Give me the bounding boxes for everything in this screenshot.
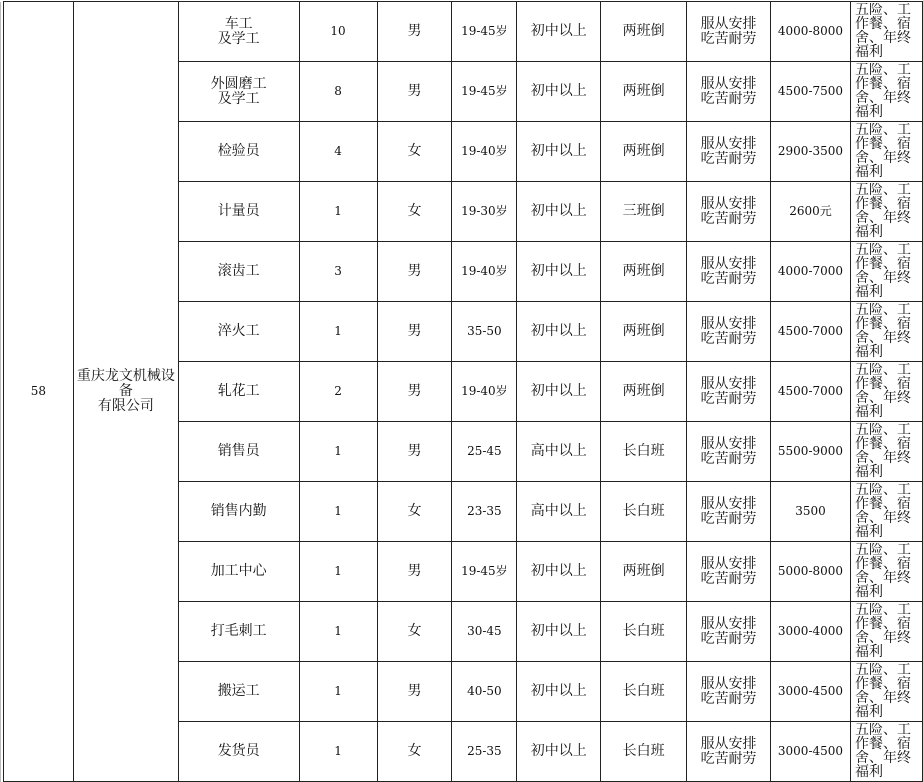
benefits-cell — [850, 542, 922, 602]
count-text: 1 — [334, 444, 342, 458]
position-text: 滚齿工 — [217, 263, 260, 279]
position-text: 销售员 — [217, 443, 260, 459]
requirement-cell — [687, 482, 771, 542]
requirement-cell — [687, 2, 771, 62]
education-text: 初中以上 — [530, 23, 587, 39]
count-cell — [299, 242, 377, 302]
requirement-cell — [687, 362, 771, 422]
benefits-cell — [850, 602, 922, 662]
benefits-text: 五险、工 作餐、宿 舍、年终 福利 — [854, 243, 911, 300]
serial-number-cell — [3, 2, 73, 782]
gender-cell — [377, 242, 452, 302]
requirement-text: 服从安排 吃苦耐劳 — [700, 735, 757, 767]
count-cell — [299, 422, 377, 482]
count-text: 1 — [334, 504, 342, 518]
position-cell — [178, 62, 299, 122]
salary-cell — [771, 722, 851, 782]
requirement-text: 服从安排 吃苦耐劳 — [700, 555, 757, 587]
position-text: 打毛刺工 — [210, 623, 267, 639]
position-text: 轧花工 — [217, 383, 260, 399]
education-cell — [517, 482, 601, 542]
salary-text: 2600元 — [789, 204, 832, 218]
benefits-cell — [850, 182, 922, 242]
shift-cell — [601, 662, 687, 722]
requirement-cell — [687, 662, 771, 722]
benefits-cell — [850, 362, 922, 422]
benefits-cell — [850, 722, 922, 782]
age-text: 40-50 — [467, 684, 502, 698]
count-cell — [299, 482, 377, 542]
salary-cell — [771, 122, 851, 182]
position-cell — [178, 482, 299, 542]
education-text: 初中以上 — [530, 323, 587, 339]
count-text: 1 — [334, 204, 342, 218]
requirement-text: 服从安排 吃苦耐劳 — [700, 315, 757, 347]
benefits-cell — [850, 302, 922, 362]
age-cell — [452, 362, 517, 422]
education-text: 初中以上 — [530, 203, 587, 219]
position-text: 销售内勤 — [210, 503, 267, 519]
position-text: 计量员 — [217, 203, 260, 219]
count-cell — [299, 362, 377, 422]
shift-cell — [601, 242, 687, 302]
gender-text: 女 — [407, 503, 422, 519]
gender-cell — [377, 662, 452, 722]
age-text: 19-45岁 — [461, 24, 508, 38]
gender-text: 女 — [407, 143, 422, 159]
shift-cell — [601, 182, 687, 242]
gender-cell — [377, 2, 452, 62]
age-text: 19-45岁 — [461, 84, 508, 98]
salary-text: 3000-4000 — [777, 624, 844, 638]
requirement-text: 服从安排 吃苦耐劳 — [700, 375, 757, 407]
education-cell — [517, 62, 601, 122]
gender-cell — [377, 722, 452, 782]
count-text: 1 — [334, 324, 342, 338]
benefits-text: 五险、工 作餐、宿 舍、年终 福利 — [854, 483, 911, 540]
salary-text: 4000-8000 — [777, 24, 844, 38]
benefits-text: 五险、工 作餐、宿 舍、年终 福利 — [854, 3, 911, 60]
shift-cell — [601, 362, 687, 422]
position-text: 搬运工 — [217, 683, 260, 699]
requirement-cell — [687, 182, 771, 242]
age-cell — [452, 482, 517, 542]
count-cell — [299, 722, 377, 782]
age-cell — [452, 422, 517, 482]
gender-cell — [377, 542, 452, 602]
benefits-cell — [850, 662, 922, 722]
position-cell — [178, 602, 299, 662]
position-text: 车工 及学工 — [217, 15, 260, 47]
requirement-cell — [687, 62, 771, 122]
salary-text: 4500-7000 — [777, 384, 844, 398]
shift-cell — [601, 62, 687, 122]
benefits-cell — [850, 62, 922, 122]
salary-cell — [771, 2, 851, 62]
education-cell — [517, 602, 601, 662]
requirement-text: 服从安排 吃苦耐劳 — [700, 135, 757, 167]
company-name-cell — [73, 2, 178, 782]
salary-cell — [771, 542, 851, 602]
gender-text: 男 — [407, 263, 422, 279]
salary-cell — [771, 422, 851, 482]
position-cell — [178, 362, 299, 422]
count-text: 1 — [334, 624, 342, 638]
education-text: 初中以上 — [530, 263, 587, 279]
benefits-cell — [850, 242, 922, 302]
requirement-text: 服从安排 吃苦耐劳 — [700, 195, 757, 227]
age-cell — [452, 122, 517, 182]
salary-text: 4000-7000 — [777, 264, 844, 278]
shift-cell — [601, 722, 687, 782]
age-cell — [452, 2, 517, 62]
count-text: 8 — [334, 84, 342, 98]
salary-cell — [771, 602, 851, 662]
age-text: 23-35 — [467, 504, 502, 518]
benefits-cell — [850, 2, 922, 62]
age-text: 19-40岁 — [461, 384, 508, 398]
requirement-cell — [687, 542, 771, 602]
age-text: 19-40岁 — [461, 264, 508, 278]
benefits-cell — [850, 422, 922, 482]
shift-cell — [601, 122, 687, 182]
salary-cell — [771, 362, 851, 422]
requirement-cell — [687, 422, 771, 482]
education-text: 初中以上 — [530, 683, 587, 699]
age-cell — [452, 182, 517, 242]
benefits-text: 五险、工 作餐、宿 舍、年终 福利 — [854, 723, 911, 780]
education-text: 高中以上 — [530, 443, 587, 459]
shift-text: 长白班 — [622, 683, 665, 699]
salary-cell — [771, 482, 851, 542]
position-cell — [178, 2, 299, 62]
gender-cell — [377, 362, 452, 422]
count-cell — [299, 662, 377, 722]
requirement-text: 服从安排 吃苦耐劳 — [700, 435, 757, 467]
age-text: 25-35 — [467, 744, 502, 758]
gender-text: 男 — [407, 683, 422, 699]
count-text: 10 — [330, 24, 346, 38]
salary-cell — [771, 662, 851, 722]
shift-cell — [601, 602, 687, 662]
count-cell — [299, 182, 377, 242]
position-text: 淬火工 — [217, 323, 260, 339]
requirement-text: 服从安排 吃苦耐劳 — [700, 255, 757, 287]
salary-cell — [771, 62, 851, 122]
age-text: 35-50 — [467, 324, 502, 338]
education-cell — [517, 542, 601, 602]
gender-cell — [377, 302, 452, 362]
benefits-text: 五险、工 作餐、宿 舍、年终 福利 — [854, 423, 911, 480]
position-cell — [178, 242, 299, 302]
age-text: 19-45岁 — [461, 564, 508, 578]
benefits-text: 五险、工 作餐、宿 舍、年终 福利 — [854, 123, 911, 180]
gender-cell — [377, 62, 452, 122]
gender-text: 男 — [407, 443, 422, 459]
gender-text: 男 — [407, 563, 422, 579]
salary-text: 4500-7000 — [777, 324, 844, 338]
requirement-text: 服从安排 吃苦耐劳 — [700, 75, 757, 107]
requirement-cell — [687, 242, 771, 302]
gender-cell — [377, 182, 452, 242]
position-cell — [178, 122, 299, 182]
gender-cell — [377, 422, 452, 482]
salary-cell — [771, 242, 851, 302]
gender-text: 男 — [407, 383, 422, 399]
company-name: 重庆龙文机械设 备 有限公司 — [76, 368, 175, 414]
shift-text: 两班倒 — [622, 323, 665, 339]
count-text: 1 — [334, 564, 342, 578]
education-cell — [517, 122, 601, 182]
education-text: 初中以上 — [530, 383, 587, 399]
job-listing-table — [0, 1, 923, 782]
benefits-text: 五险、工 作餐、宿 舍、年终 福利 — [854, 663, 911, 720]
benefits-cell — [850, 122, 922, 182]
education-cell — [517, 422, 601, 482]
gender-text: 男 — [407, 323, 422, 339]
education-text: 初中以上 — [530, 563, 587, 579]
position-cell — [178, 302, 299, 362]
position-cell — [178, 662, 299, 722]
benefits-text: 五险、工 作餐、宿 舍、年终 福利 — [854, 63, 911, 120]
benefits-cell — [850, 482, 922, 542]
benefits-text: 五险、工 作餐、宿 舍、年终 福利 — [854, 543, 911, 600]
requirement-text: 服从安排 吃苦耐劳 — [700, 615, 757, 647]
salary-cell — [771, 302, 851, 362]
requirement-cell — [687, 722, 771, 782]
gender-text: 男 — [407, 23, 422, 39]
salary-text: 5500-9000 — [777, 444, 844, 458]
age-text: 25-45 — [467, 444, 502, 458]
benefits-text: 五险、工 作餐、宿 舍、年终 福利 — [854, 603, 911, 660]
salary-text: 3000-4500 — [777, 684, 844, 698]
salary-text: 3500 — [795, 504, 826, 518]
shift-cell — [601, 302, 687, 362]
requirement-text: 服从安排 吃苦耐劳 — [700, 675, 757, 707]
shift-text: 长白班 — [622, 623, 665, 639]
position-cell — [178, 722, 299, 782]
salary-text: 3000-4500 — [777, 744, 844, 758]
shift-text: 三班倒 — [622, 203, 665, 219]
count-cell — [299, 2, 377, 62]
count-cell — [299, 602, 377, 662]
shift-text: 长白班 — [622, 443, 665, 459]
shift-text: 两班倒 — [622, 23, 665, 39]
education-cell — [517, 182, 601, 242]
education-text: 高中以上 — [530, 503, 587, 519]
shift-cell — [601, 542, 687, 602]
education-cell — [517, 302, 601, 362]
position-text: 加工中心 — [210, 563, 267, 579]
age-cell — [452, 602, 517, 662]
gender-text: 男 — [407, 83, 422, 99]
count-cell — [299, 62, 377, 122]
position-cell — [178, 422, 299, 482]
count-text: 2 — [334, 384, 342, 398]
count-text: 4 — [334, 144, 342, 158]
table-row — [1, 2, 923, 62]
shift-text: 两班倒 — [622, 383, 665, 399]
shift-cell — [601, 2, 687, 62]
requirement-cell — [687, 602, 771, 662]
count-text: 3 — [334, 264, 342, 278]
count-text: 1 — [334, 744, 342, 758]
position-cell — [178, 182, 299, 242]
requirement-cell — [687, 122, 771, 182]
serial-number: 58 — [30, 384, 47, 398]
gender-text: 女 — [407, 623, 422, 639]
education-cell — [517, 242, 601, 302]
benefits-text: 五险、工 作餐、宿 舍、年终 福利 — [854, 363, 911, 420]
shift-cell — [601, 482, 687, 542]
requirement-text: 服从安排 吃苦耐劳 — [700, 495, 757, 527]
requirement-text: 服从安排 吃苦耐劳 — [700, 15, 757, 47]
shift-cell — [601, 422, 687, 482]
age-cell — [452, 62, 517, 122]
position-text: 发货员 — [217, 743, 260, 759]
requirement-cell — [687, 302, 771, 362]
education-cell — [517, 2, 601, 62]
gender-text: 女 — [407, 203, 422, 219]
benefits-text: 五险、工 作餐、宿 舍、年终 福利 — [854, 183, 911, 240]
gender-text: 女 — [407, 743, 422, 759]
shift-text: 两班倒 — [622, 263, 665, 279]
age-text: 19-40岁 — [461, 144, 508, 158]
age-cell — [452, 722, 517, 782]
count-cell — [299, 542, 377, 602]
shift-text: 两班倒 — [622, 143, 665, 159]
gender-cell — [377, 482, 452, 542]
shift-text: 长白班 — [622, 503, 665, 519]
education-cell — [517, 722, 601, 782]
age-cell — [452, 242, 517, 302]
salary-text: 2900-3500 — [777, 144, 844, 158]
shift-text: 两班倒 — [622, 563, 665, 579]
count-cell — [299, 302, 377, 362]
salary-text: 4500-7500 — [777, 84, 844, 98]
age-cell — [452, 662, 517, 722]
salary-cell — [771, 182, 851, 242]
count-cell — [299, 122, 377, 182]
gender-cell — [377, 122, 452, 182]
gender-cell — [377, 602, 452, 662]
shift-text: 两班倒 — [622, 83, 665, 99]
age-text: 19-30岁 — [461, 204, 508, 218]
age-text: 30-45 — [467, 624, 502, 638]
age-cell — [452, 302, 517, 362]
count-text: 1 — [334, 684, 342, 698]
education-text: 初中以上 — [530, 83, 587, 99]
position-text: 检验员 — [217, 143, 260, 159]
education-cell — [517, 362, 601, 422]
shift-text: 长白班 — [622, 743, 665, 759]
benefits-text: 五险、工 作餐、宿 舍、年终 福利 — [854, 303, 911, 360]
position-cell — [178, 542, 299, 602]
education-text: 初中以上 — [530, 143, 587, 159]
position-text: 外圆磨工 及学工 — [210, 75, 267, 107]
education-text: 初中以上 — [530, 743, 587, 759]
education-text: 初中以上 — [530, 623, 587, 639]
salary-text: 5000-8000 — [777, 564, 844, 578]
education-cell — [517, 662, 601, 722]
age-cell — [452, 542, 517, 602]
